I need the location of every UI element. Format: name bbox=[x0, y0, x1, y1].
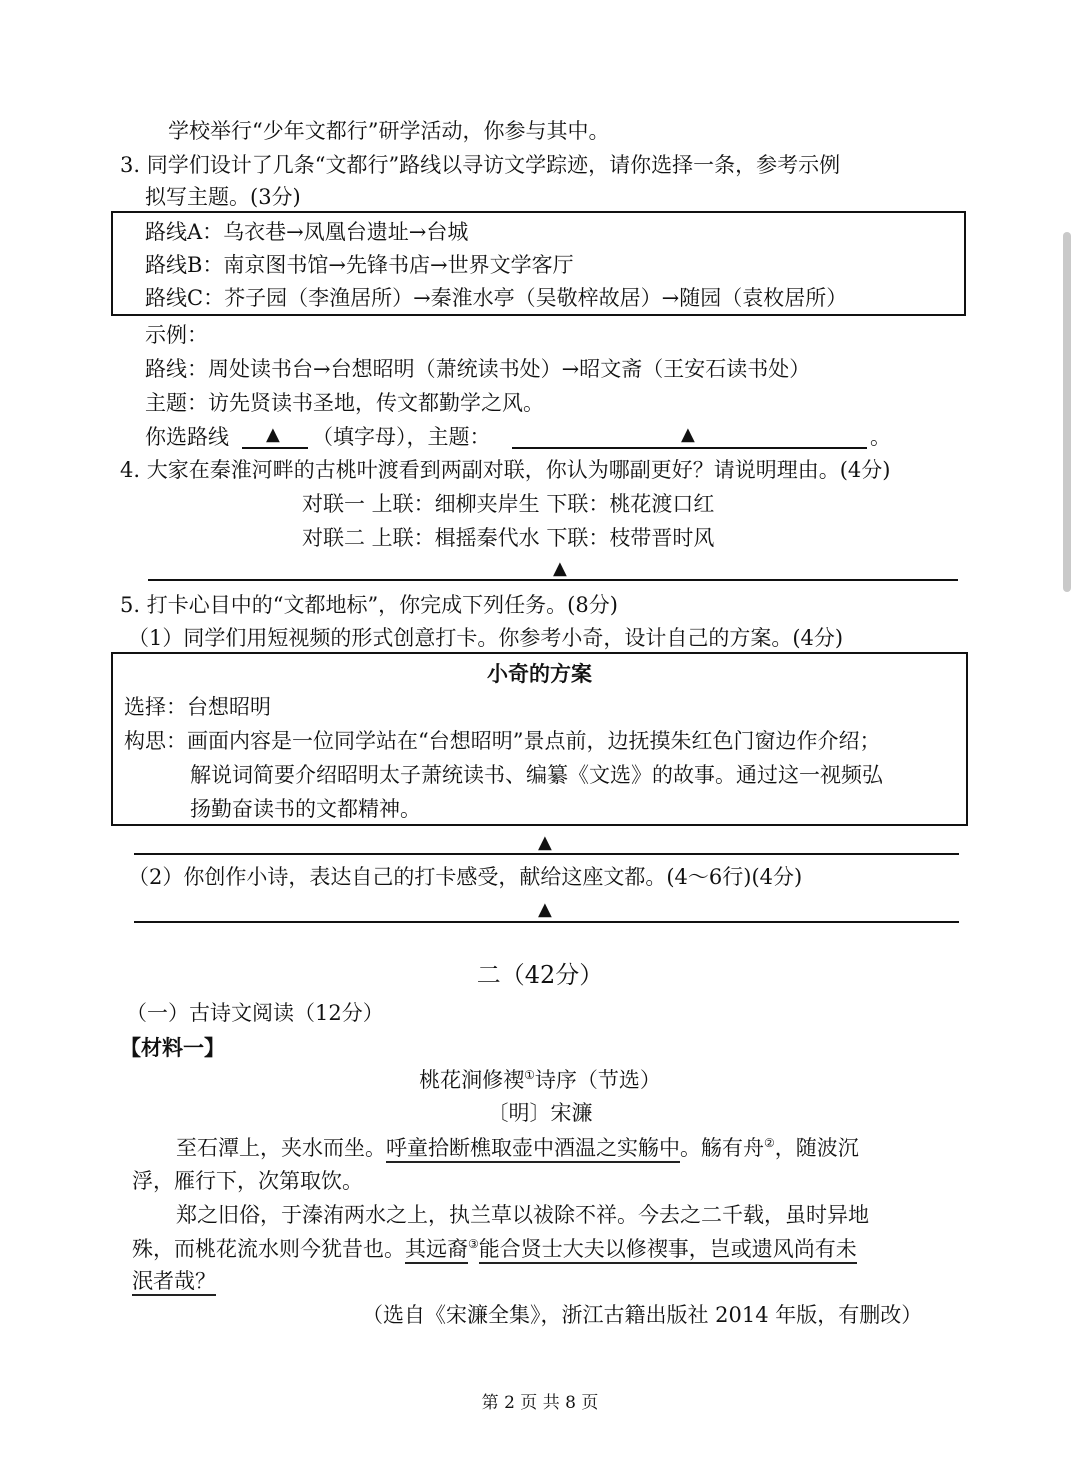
footnote-1-mark: ① bbox=[524, 1068, 535, 1082]
answer-prefix: 你选路线 bbox=[145, 425, 229, 449]
q5-stem: 5. 打卡心目中的“文都地标”，你完成下列任务。(8分) bbox=[120, 593, 618, 617]
para2-line1: 郑之旧俗，于溱洧两水之上，执兰草以祓除不祥。今去之二千载，虽时异地 bbox=[176, 1203, 869, 1227]
theme-blank-line[interactable] bbox=[512, 447, 867, 449]
couplet-2: 对联二 上联：楫摇秦代水 下联：枝带晋时风 bbox=[302, 526, 715, 550]
route-blank-mark: ▲ bbox=[266, 424, 280, 445]
para2-underlined-a: 其远裔 bbox=[405, 1237, 468, 1264]
example-label: 示例： bbox=[145, 323, 208, 347]
plan-title: 小奇的方案 bbox=[487, 661, 592, 686]
q3-stem-line1: 3. 同学们设计了几条“文都行”路线以寻访文学踪迹，请你选择一条，参考示例 bbox=[120, 153, 841, 177]
q5-2-answer-line[interactable] bbox=[134, 921, 959, 923]
section2-heading: 二（42分） bbox=[476, 961, 604, 989]
footnote-2-mark: ② bbox=[764, 1136, 775, 1150]
poem-title bbox=[0, 1065, 1080, 1095]
section2-sub: （一）古诗文阅读（12分） bbox=[126, 1001, 384, 1025]
para2-underlined-b: 能合贤士大夫以修禊事，岂或遗风尚有未 bbox=[479, 1237, 857, 1264]
q3-stem-line2: 拟写主题。(3分) bbox=[145, 185, 301, 209]
source-citation: （选自《宋濂全集》，浙江古籍出版社 2014 年版，有删改） bbox=[362, 1303, 923, 1327]
plan-idea-line1: 构思：画面内容是一位同学站在“台想昭明”景点前，边抚摸朱红色门窗边作介绍； bbox=[124, 729, 881, 753]
answer-end: 。 bbox=[870, 425, 891, 449]
para1-underlined-sentence: 呼童拾断樵取壶中酒温之实觞中 bbox=[386, 1136, 680, 1163]
q4-blank-mark: ▲ bbox=[553, 558, 567, 579]
q4-stem: 4. 大家在秦淮河畔的古桃叶渡看到两副对联，你认为哪副更好？请说明理由。(4分) bbox=[120, 458, 891, 482]
para2-line2 bbox=[132, 1234, 857, 1264]
poem-title-b: 诗序（节选） bbox=[534, 1068, 661, 1092]
para1-line2: 浮，雁行下，次第取饮。 bbox=[132, 1169, 363, 1193]
footnote-3-mark: ③ bbox=[468, 1237, 479, 1251]
couplet-1: 对联一 上联：细柳夹岸生 下联：桃花渡口红 bbox=[302, 492, 715, 516]
page-footer: 第 2 页 共 8 页 bbox=[481, 1393, 599, 1413]
intro-text: 学校举行“少年文都行”研学活动，你参与其中。 bbox=[168, 119, 610, 143]
material-label: 【材料一】 bbox=[120, 1035, 225, 1060]
q5-2-blank-mark: ▲ bbox=[538, 899, 552, 920]
route-a: 路线A：乌衣巷→凤凰台遗址→台城 bbox=[145, 220, 469, 244]
example-route: 路线：周处读书台→台想昭明（萧统读书处）→昭文斋（王安石读书处） bbox=[145, 357, 811, 381]
para1-line1-a: 至石潭上，夹水而坐。 bbox=[176, 1136, 386, 1160]
scrollbar-thumb[interactable] bbox=[1063, 232, 1071, 592]
q5-1-blank-mark: ▲ bbox=[538, 832, 552, 853]
para2-line2-a: 殊，而桃花流水则今犹昔也。 bbox=[132, 1237, 405, 1261]
para1-line1-b: 。觞有舟 bbox=[680, 1136, 764, 1160]
para1-line1-c: ，随波沉 bbox=[774, 1136, 859, 1160]
route-b: 路线B：南京图书馆→先锋书店→世界文学客厅 bbox=[145, 253, 574, 277]
answer-mid: （填字母），主题： bbox=[312, 425, 491, 449]
poem-author: 〔明〕宋濂 bbox=[487, 1101, 593, 1125]
theme-blank-mark: ▲ bbox=[681, 424, 695, 445]
route-c: 路线C：芥子园（李渔居所）→秦淮水亭（吴敬梓故居）→随园（袁枚居所） bbox=[145, 286, 848, 310]
q4-answer-line[interactable] bbox=[148, 579, 958, 581]
plan-idea-line3: 扬勤奋读书的文都精神。 bbox=[190, 797, 421, 821]
route-blank-line[interactable] bbox=[242, 447, 308, 449]
example-theme: 主题：访先贤读书圣地，传文都勤学之风。 bbox=[145, 391, 544, 415]
q5-1-answer-line[interactable] bbox=[134, 853, 959, 855]
q5-part1: （1）同学们用短视频的形式创意打卡。你参考小奇，设计自己的方案。(4分) bbox=[128, 626, 844, 650]
plan-idea-line2: 解说词简要介绍昭明太子萧统读书、编纂《文选》的故事。通过这一视频弘 bbox=[190, 763, 883, 787]
para2-underlined-c: 泯者哉？ bbox=[132, 1269, 216, 1296]
para2-line3 bbox=[132, 1266, 216, 1296]
para1-line1 bbox=[176, 1133, 859, 1163]
poem-title-a: 桃花涧修禊 bbox=[419, 1068, 525, 1092]
q5-part2: （2）你创作小诗，表达自己的打卡感受，献给这座文都。(4～6行)(4分) bbox=[128, 865, 803, 889]
plan-choice: 选择：台想昭明 bbox=[124, 695, 271, 719]
